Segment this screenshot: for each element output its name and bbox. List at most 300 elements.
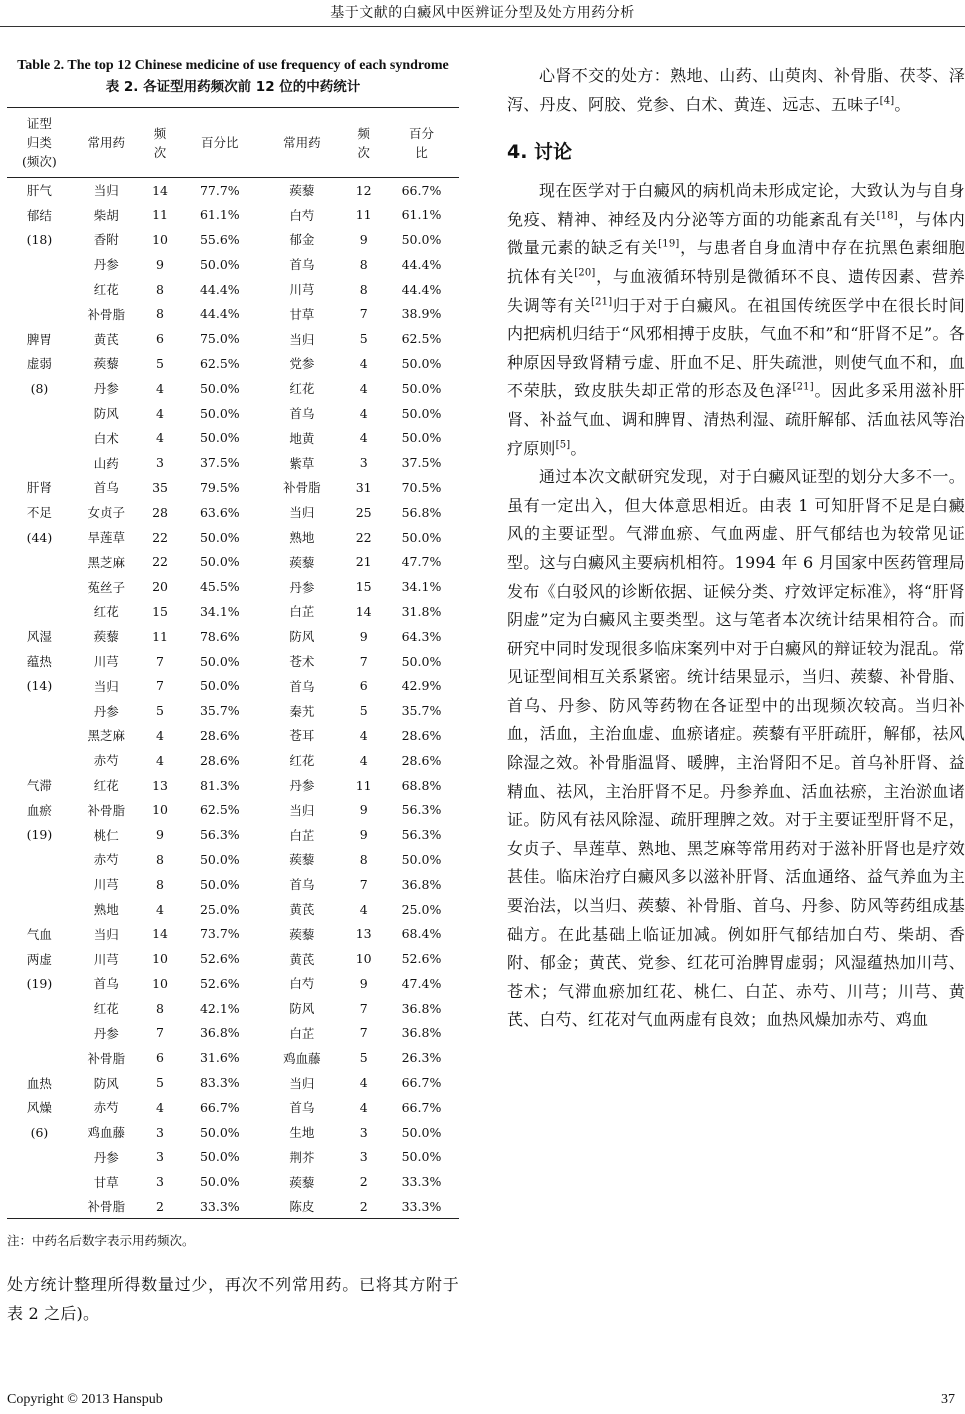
table-cell: 50.0% (199, 430, 240, 446)
citation: [5] (555, 439, 571, 451)
table-cell: 红花 (93, 1001, 119, 1017)
table-cell (7, 872, 72, 897)
table-cell: 33.3% (384, 1194, 459, 1219)
table-cell: 3 (156, 1124, 164, 1140)
table-cell: 50.0% (401, 380, 442, 396)
table-cell: 4 (359, 430, 368, 446)
table-cell: 8 (156, 306, 164, 322)
table-cell: 31.8% (401, 603, 442, 619)
table-cell: 10 (152, 802, 168, 818)
table-cell (7, 748, 72, 773)
table-cell: 白术 (93, 430, 119, 446)
text: 归于对于白癜风。在祖国传统医学中在很长时间内把病机归结于“风邪相搏于皮肤，气血不和”和“肝肾不足”。各种原因导致肾精亏虚、肝血不足、肝失疏泄，则使气血不和，血不荣肤，致皮肤失却正常的形态及色泽 (507, 295, 965, 401)
table-cell: 柴胡 (93, 207, 119, 223)
table-cell: 9 (359, 827, 368, 843)
table-cell: 蒺藜 (289, 926, 315, 942)
table-header-row (7, 108, 459, 178)
table-cell: 紫草 (289, 455, 315, 471)
table-cell (7, 549, 72, 574)
table-cell: 秦艽 (289, 703, 315, 719)
table-cell: 22 (152, 529, 168, 545)
table-cell: 50.0% (401, 529, 442, 545)
table-cell: 14 (152, 926, 168, 942)
table-cell: 4 (359, 355, 368, 371)
table-cell (7, 1169, 72, 1194)
table-cell: 菟丝子 (87, 579, 126, 595)
table-cell: 62.5% (199, 802, 240, 818)
table-row (7, 971, 459, 996)
table-cell: 黑芝麻 (87, 728, 126, 744)
table-cell: 62.5% (199, 355, 240, 371)
table-cell: 2 (343, 1194, 384, 1219)
table-row (7, 872, 459, 897)
table-cell: 47.4% (401, 975, 442, 991)
table-cell: 赤芍 (93, 852, 119, 868)
table-row (7, 1021, 459, 1046)
table-cell: 当归 (289, 331, 315, 347)
table-cell: 两虚 (26, 951, 52, 967)
table-cell: 8 (359, 281, 368, 297)
table-row (7, 649, 459, 674)
table-row (7, 897, 459, 922)
text: ，与血液循环特别是微循环不良、遗传因素、营养失调等有关 (507, 266, 965, 315)
table-cell: 3 (359, 1149, 368, 1165)
table-row (7, 1194, 459, 1219)
table-cell: 首乌 (289, 1100, 315, 1116)
table-cell: 44.4% (401, 281, 442, 297)
table-cell: 7 (359, 1000, 368, 1016)
table-cell: 首乌 (289, 257, 315, 273)
table-cell (7, 599, 72, 624)
table-cell: 50.0% (199, 653, 240, 669)
table-cell: 蕴热 (26, 654, 52, 670)
table-cell: 10 (152, 951, 168, 967)
table-cell: 3 (156, 455, 164, 471)
table-cell: 66.7% (401, 1075, 442, 1091)
table-row (7, 549, 459, 574)
citation: [4] (879, 95, 895, 107)
medicine-frequency-table (7, 107, 459, 1219)
column-header: 常用药 (260, 108, 343, 178)
table-cell (7, 1194, 72, 1219)
table-cell: 当归 (289, 505, 315, 521)
table-cell: 64.3% (401, 628, 442, 644)
table-cell: 34.1% (401, 579, 442, 595)
paragraph-discussion-2: 通过本次文献研究发现，对于白癜风证型的划分大多不一。虽有一定出入，但大体意思相近。由表 1 可知肝肾不足是白癜风的主要证型。气滞血瘀、气血两虚、肝气郁结也为较常见证型。这与白癜风主要病机相符。1994 年 6 月国家中医药管理局发布《白驳风的诊断依据、证候分类、疗效评定标准》，将“肝肾阴虚”定为白癜风主要类型。这与笔者本次统计结果相符合。而研究中同时发现很多临床案列中对于白癜风的辩证较为混乱。常见证型间相互关系紧密。统计结果显示，当归、蒺藜、补骨脂、首乌、丹参、防风等药物在各证型中的出现频次较高。当归补血，活血，主治血虚、血瘀诸症。蒺藜有平肝疏肝，解郁，祛风除湿之效。补骨脂温肾、暖脾，主治肾阳不足。首乌补肝肾、益精血、祛风，主治肝肾不足。丹参养血、活血祛瘀，主治淤血诸证。防风有祛风除湿、疏肝理脾之效。对于主要证型肝肾不足，女贞子、旱莲草、熟地、黑芝麻等常用药对于滋补肝肾也是疗效甚佳。临床治疗白癜风多以滋补肝肾、活血通络、益气养血为主要治法，以当归、蒺藜、补骨脂、首乌、丹参、防风等药组成基础方。在此基础上临证加减。例如肝气郁结加白芍、柴胡、香附、郁金；黄芪、党参、红花可治脾胃虚弱；风湿蕴热加川芎、苍术；气滞血瘀加红花、桃仁、白芷、赤芍、川芎；川芎、黄芪、白芍、红花对气血两虚有良效；血热风燥加赤芍、鸡血 (507, 467, 965, 1030)
table-cell: 赤芍 (93, 753, 119, 769)
table-cell: 脾胃 (26, 331, 52, 347)
table-cell: 苍耳 (289, 728, 315, 744)
table-cell: 36.8% (401, 1025, 442, 1041)
table-cell: 56.3% (401, 827, 442, 843)
table-cell: 补骨脂 (87, 1050, 126, 1066)
table-cell: 4 (359, 901, 368, 917)
table-cell: 甘草 (289, 306, 315, 322)
table-cell: 66.7% (401, 182, 442, 198)
table-cell: 当归 (289, 802, 315, 818)
table-cell: 36.8% (401, 876, 442, 892)
table-cell: 52.6% (199, 975, 240, 991)
table-row (7, 946, 459, 971)
citation: [18] (876, 210, 898, 222)
table-cell (7, 574, 72, 599)
text: 。 (894, 94, 911, 114)
column-header: 证型 归类 (频次) (7, 108, 72, 178)
table-cell: 2 (359, 1174, 368, 1190)
table-cell: 68.8% (401, 777, 442, 793)
table-row (7, 475, 459, 500)
table-cell: 44.4% (401, 256, 442, 272)
footer-copyright: Copyright © 2013 Hanspub (7, 1392, 163, 1407)
table-cell: 首乌 (289, 678, 315, 694)
table-cell: 7 (359, 306, 368, 322)
table-cell: 气血 (26, 926, 52, 942)
table-cell: 35.7% (199, 703, 240, 719)
table-cell: 鸡血藤 (87, 1125, 126, 1141)
table-cell: 首乌 (93, 480, 119, 496)
table-cell: 70.5% (401, 479, 442, 495)
table-cell: 50.0% (401, 405, 442, 421)
table-cell: 28.6% (199, 727, 240, 743)
paragraph-discussion-1 (507, 177, 965, 463)
table-row (7, 574, 459, 599)
table-cell: 苍术 (289, 654, 315, 670)
table-cell: 79.5% (199, 479, 240, 495)
table-cell: 78.6% (199, 628, 240, 644)
table-cell: 35 (152, 479, 168, 495)
table-row (7, 1095, 459, 1120)
table-cell: 33.3% (179, 1194, 260, 1219)
table-cell: 50.0% (199, 678, 240, 694)
table-cell: 香附 (93, 232, 119, 248)
table-cell: 防风 (93, 406, 119, 422)
table-cell (7, 723, 72, 748)
table-cell (7, 450, 72, 475)
table-cell: 25 (355, 504, 372, 520)
table-cell: 4 (156, 901, 164, 917)
table-cell: 3 (156, 1174, 164, 1190)
table-cell: 4 (156, 1099, 164, 1115)
table-row (7, 1145, 459, 1170)
table-cell: 地黄 (289, 430, 315, 446)
table-cell: 36.8% (401, 1000, 442, 1016)
table-cell: 22 (152, 554, 168, 570)
table-cell: 生地 (289, 1125, 315, 1141)
table-cell: 9 (156, 256, 164, 272)
table-cell: 党参 (289, 356, 315, 372)
table-cell (7, 301, 72, 326)
citation: [19] (658, 239, 680, 251)
table-cell: 50.0% (199, 256, 240, 272)
table-cell: 4 (156, 405, 164, 421)
table-cell: 补骨脂 (87, 802, 126, 818)
table-cell: 川芎 (93, 877, 119, 893)
table-cell: 4 (359, 380, 368, 396)
table-cell: 25.0% (199, 901, 240, 917)
table-cell: 50.0% (401, 1124, 442, 1140)
table-cell: 丹参 (93, 703, 119, 719)
table-row (7, 227, 459, 252)
table-cell: 风燥 (26, 1100, 52, 1116)
table-cell: 25.0% (401, 901, 442, 917)
table-cell: 14 (355, 603, 372, 619)
text: ，与患者自身血清中存在抗黑色素细胞抗体有关 (507, 238, 965, 286)
table-cell: (8) (30, 380, 49, 396)
table-row (7, 624, 459, 649)
table-cell: 33.3% (401, 1174, 442, 1190)
table-cell: 42.1% (199, 1000, 240, 1016)
table-cell: 38.9% (401, 306, 442, 322)
table-cell: 10 (152, 975, 168, 991)
table-cell: 黄芪 (289, 902, 315, 917)
table-cell: 50.0% (199, 554, 240, 570)
table-row (7, 748, 459, 773)
table-cell: 3 (359, 455, 368, 471)
table-cell: 56.8% (401, 504, 442, 520)
table-cell: 31.6% (199, 1050, 240, 1066)
table-cell: 白芷 (289, 604, 315, 620)
table-cell: 女贞子 (87, 505, 126, 521)
table-cell: 4 (156, 380, 164, 396)
table-cell (7, 252, 72, 277)
table-cell: 4 (156, 430, 164, 446)
column-header: 百分 比 (384, 108, 459, 178)
table-cell: 9 (359, 975, 368, 991)
table-note: 注：中药名后数字表示用药频次。 (7, 1233, 195, 1249)
table-cell: 8 (359, 851, 368, 867)
table-cell: 3 (359, 1124, 368, 1140)
table-cell: 83.3% (199, 1075, 240, 1091)
table-cell: 当归 (93, 926, 119, 942)
table-row (7, 500, 459, 525)
table-cell: 56.3% (199, 827, 240, 843)
table-cell: 8 (156, 1000, 164, 1016)
column-header: 常用药 (72, 108, 141, 178)
table-cell: 川芎 (93, 654, 119, 670)
table-body (7, 178, 459, 1219)
table-cell: 白芷 (289, 1025, 315, 1041)
table-cell: 50.0% (199, 405, 240, 421)
table-cell: 4 (359, 727, 368, 743)
table-cell: 50.0% (401, 851, 442, 867)
table-cell: 26.3% (401, 1050, 442, 1066)
table-cell: 红花 (289, 753, 315, 769)
table-cell: 50.0% (401, 1149, 442, 1165)
table-cell: (44) (26, 529, 53, 545)
table-cell: 66.7% (199, 1099, 240, 1115)
text: ，与体内微量元素的缺乏有关 (507, 209, 965, 258)
table-cell: 50.0% (199, 380, 240, 396)
table-cell: 12 (355, 182, 372, 198)
table-cell: 7 (359, 1025, 368, 1041)
table-cell: 红花 (93, 604, 119, 620)
table-row (7, 351, 459, 376)
table-cell: 郁金 (289, 232, 315, 248)
table-cell: 4 (359, 1099, 368, 1115)
table-cell (7, 698, 72, 723)
table-cell: 蒺藜 (289, 852, 315, 868)
table-cell: 血热 (26, 1075, 52, 1091)
table-cell: 2 (141, 1194, 180, 1219)
table-cell: 6 (156, 1050, 164, 1066)
table-cell: 28.6% (401, 727, 442, 743)
table-cell: 3 (156, 1149, 164, 1165)
table-cell (7, 277, 72, 302)
citation: [21] (590, 296, 613, 308)
table-cell: 白芍 (289, 207, 315, 223)
table-cell: 首乌 (289, 406, 315, 422)
table-row (7, 401, 459, 426)
table-cell: 20 (152, 579, 168, 595)
table-cell: 36.8% (199, 1025, 240, 1041)
table-cell: 50.0% (401, 355, 442, 371)
table-cell: 黑芝麻 (87, 554, 126, 570)
table-cell: 37.5% (401, 455, 442, 471)
section-heading: 4. 讨论 (507, 141, 573, 164)
table-cell: 白芷 (289, 827, 315, 843)
table-cell: 丹参 (289, 579, 315, 595)
table-cell: 62.5% (401, 331, 442, 347)
table-cell: 8 (156, 851, 164, 867)
table-cell: 丹参 (93, 381, 119, 397)
table-row (7, 698, 459, 723)
table-row (7, 921, 459, 946)
table-cell: 旱莲草 (87, 530, 126, 546)
table-cell: 50.0% (199, 1124, 240, 1140)
table-cell: 15 (152, 603, 168, 619)
table-cell: 37.5% (199, 455, 240, 471)
table-cell: 补骨脂 (283, 480, 321, 496)
table-cell: 虚弱 (26, 356, 52, 372)
table-cell: 50.0% (199, 1149, 240, 1165)
table-row (7, 1120, 459, 1145)
table-cell: 9 (359, 231, 368, 247)
table-cell: 红花 (93, 778, 119, 794)
table-cell: 52.6% (401, 951, 442, 967)
table-cell: 黄芪 (93, 331, 119, 347)
table-cell: 5 (359, 331, 368, 347)
table-cell: 5 (359, 703, 368, 719)
text: 。 (570, 438, 587, 458)
table-cell: 7 (359, 876, 368, 892)
table-cell: 44.4% (199, 306, 240, 322)
table-cell: 61.1% (401, 207, 442, 223)
table-cell: 川芎 (93, 951, 119, 967)
table-cell: 9 (156, 827, 164, 843)
table-row (7, 252, 459, 277)
table-caption-en: Table 2. The top 12 Chinese medicine of use frequency of each syndrome (17, 58, 449, 73)
left-paragraph: 处方统计整理所得数量过少，再次不列常用药。已将其方附于表 2 之后)。 (7, 1275, 459, 1324)
table-cell: 68.4% (401, 926, 442, 942)
table-cell: 甘草 (93, 1174, 119, 1190)
table-cell: 42.9% (401, 678, 442, 694)
table-cell: (18) (26, 231, 53, 247)
table-cell: 11 (152, 628, 168, 644)
table-cell: 6 (156, 331, 164, 347)
column-header: 百分比 (179, 108, 260, 178)
table-cell (7, 425, 72, 450)
table-cell: 郁结 (26, 207, 52, 223)
table-cell: 66.7% (401, 1099, 442, 1115)
text: 。因此多采用滋补肝肾、补益气血、调和脾胃、清热利湿、疏肝解郁、活血祛风等治疗原则 (507, 381, 965, 458)
table-cell: 22 (355, 529, 372, 545)
table-cell (7, 1045, 72, 1070)
citation: [20] (574, 267, 596, 279)
table-cell: 6 (359, 678, 368, 694)
page-number: 37 (941, 1392, 955, 1407)
table-cell: 不足 (26, 505, 52, 521)
table-cell: 50.0% (199, 1174, 240, 1190)
table-row (7, 525, 459, 550)
table-cell: 4 (156, 752, 164, 768)
table-cell: 28.6% (401, 752, 442, 768)
table-row (7, 277, 459, 302)
table-cell: 8 (359, 256, 368, 272)
table-cell: 蒺藜 (289, 1174, 315, 1190)
table-cell: 桃仁 (93, 827, 119, 843)
table-cell: 35.7% (401, 703, 442, 719)
table-cell: 8 (156, 281, 164, 297)
table-cell: 丹参 (289, 778, 315, 794)
table-cell: 50.0% (401, 430, 442, 446)
table-cell: 蒺藜 (93, 356, 119, 372)
table-cell: 28 (152, 504, 168, 520)
table-cell: 13 (152, 777, 168, 793)
table-cell: (14) (26, 678, 53, 694)
table-cell (7, 401, 72, 426)
table-cell: 7 (156, 678, 164, 694)
table-cell: 11 (355, 777, 372, 793)
right-column (507, 62, 965, 1035)
table-cell: 5 (359, 1050, 368, 1066)
table-cell: 肝气 (26, 183, 52, 199)
table-row (7, 996, 459, 1021)
table-cell: 当归 (93, 678, 119, 694)
table-cell: 熟地 (289, 530, 315, 546)
table-cell: 补骨脂 (72, 1194, 141, 1219)
table-row (7, 1045, 459, 1070)
table-cell: 13 (355, 926, 372, 942)
table-row (7, 599, 459, 624)
table-cell: (19) (26, 827, 53, 843)
table-cell: 75.0% (199, 331, 240, 347)
table-cell: 肝肾 (26, 480, 52, 496)
table-cell: 鸡血藤 (283, 1050, 321, 1066)
table-cell: 61.1% (199, 207, 240, 223)
table-row (7, 301, 459, 326)
running-header: 基于文献的白癜风中医辨证分型及处方用药分析 (330, 5, 635, 21)
table-row (7, 847, 459, 872)
table-cell: 血瘀 (26, 802, 52, 818)
table-cell: 当归 (93, 183, 119, 199)
table-row (7, 1169, 459, 1194)
table-cell: 55.6% (199, 231, 240, 247)
table-cell: 34.1% (199, 603, 240, 619)
table-row (7, 425, 459, 450)
table-row (7, 1070, 459, 1095)
table-row (7, 773, 459, 798)
table-cell: 7 (359, 653, 368, 669)
table-cell (7, 897, 72, 922)
table-cell: 11 (152, 207, 168, 223)
table-cell: 50.0% (401, 653, 442, 669)
table-cell: 防风 (93, 1075, 119, 1091)
table-cell (7, 1145, 72, 1170)
table-cell: 山药 (93, 455, 119, 471)
table-cell: 21 (355, 554, 372, 570)
table-cell: 防风 (289, 629, 315, 645)
citation: [21] (792, 382, 814, 394)
